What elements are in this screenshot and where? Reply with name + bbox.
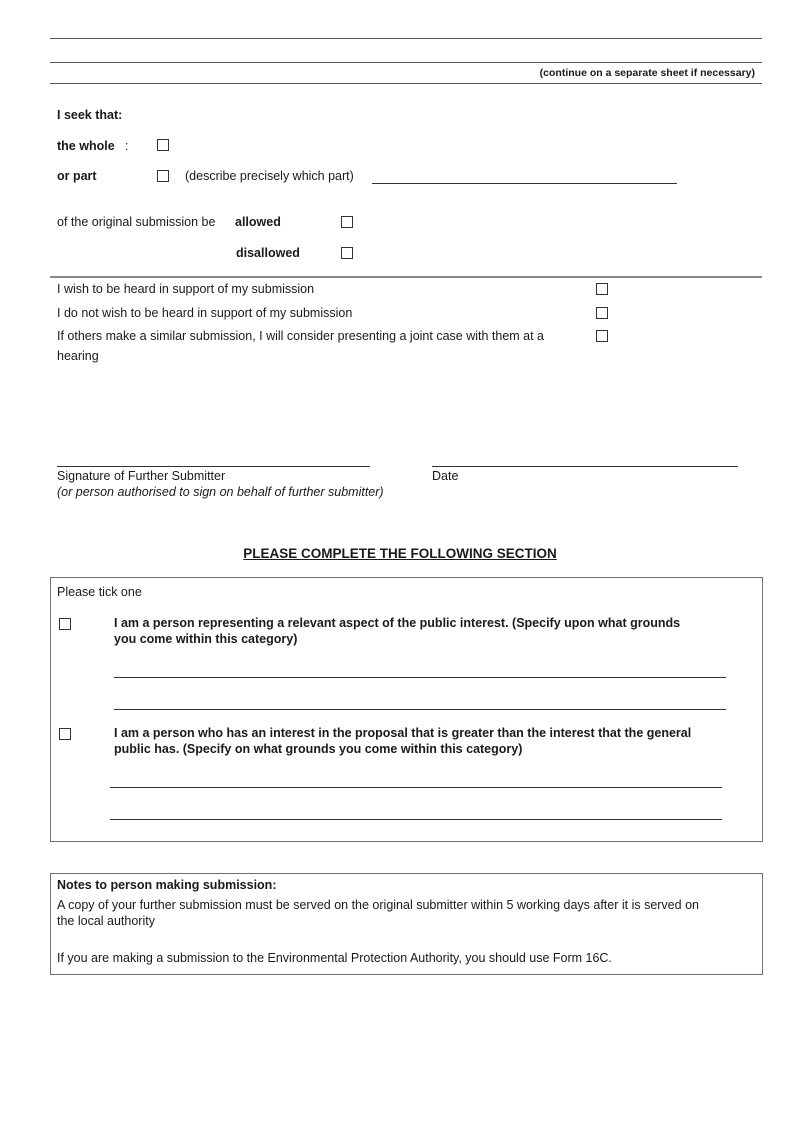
greater-interest-grounds-line-1[interactable] bbox=[110, 787, 722, 788]
signature-sublabel: (or person authorised to sign on behalf of further submitter) bbox=[57, 485, 384, 499]
public-interest-line2: you come within this category) bbox=[114, 632, 298, 646]
part-describe-label: (describe precisely which part) bbox=[185, 169, 354, 183]
writing-line-2[interactable] bbox=[50, 62, 762, 63]
hearing-option-joint-label: If others make a similar submission, I will consider presenting a joint case with them at a bbox=[57, 329, 545, 343]
part-checkbox[interactable] bbox=[157, 170, 169, 182]
seek-heading: I seek that: bbox=[57, 108, 123, 122]
tick-one-instruction: Please tick one bbox=[57, 585, 142, 599]
writing-line-3 bbox=[50, 83, 762, 84]
notes-para1-line1: A copy of your further submission must be served on the original submitter within 5 working days after it is served on bbox=[57, 898, 699, 912]
part-label: or part bbox=[57, 169, 97, 183]
hearing-joint-checkbox[interactable] bbox=[596, 330, 608, 342]
signature-field[interactable] bbox=[57, 466, 370, 467]
allowed-checkbox[interactable] bbox=[341, 216, 353, 228]
tick-one-box bbox=[50, 577, 763, 842]
disallowed-label: disallowed bbox=[236, 246, 300, 260]
whole-colon: : bbox=[125, 139, 129, 153]
hearing-option-wish-label: I wish to be heard in support of my submission bbox=[57, 282, 315, 296]
continue-note: (continue on a separate sheet if necessary) bbox=[539, 67, 755, 79]
greater-interest-checkbox[interactable] bbox=[59, 728, 71, 740]
greater-interest-line2: public has. (Specify on what grounds you come within this category) bbox=[114, 742, 523, 756]
hearing-option-not-wish-label: I do not wish to be heard in support of my submission bbox=[57, 306, 353, 320]
writing-line-1[interactable] bbox=[50, 38, 762, 39]
complete-section-heading: PLEASE COMPLETE THE FOLLOWING SECTION bbox=[243, 546, 557, 561]
public-interest-checkbox[interactable] bbox=[59, 618, 71, 630]
original-submission-prefix: of the original submission be bbox=[57, 215, 216, 229]
part-describe-field[interactable] bbox=[372, 183, 677, 184]
disallowed-checkbox[interactable] bbox=[341, 247, 353, 259]
public-interest-grounds-line-1[interactable] bbox=[114, 677, 726, 678]
whole-label: the whole bbox=[57, 139, 115, 153]
public-interest-line1: I am a person representing a relevant aspect of the public interest. (Specify upon what grounds bbox=[114, 616, 681, 630]
notes-para1-line2: the local authority bbox=[57, 914, 155, 928]
public-interest-grounds-line-2[interactable] bbox=[114, 709, 726, 710]
hearing-wish-checkbox[interactable] bbox=[596, 283, 608, 295]
hearing-not-wish-checkbox[interactable] bbox=[596, 307, 608, 319]
hearing-option-joint-continuation: hearing bbox=[57, 349, 99, 363]
greater-interest-line1: I am a person who has an interest in the proposal that is greater than the interest that the general bbox=[114, 726, 692, 740]
notes-para2: If you are making a submission to the Environmental Protection Authority, you should use Form 16C. bbox=[57, 951, 612, 965]
allowed-label: allowed bbox=[235, 215, 281, 229]
notes-box bbox=[50, 873, 763, 975]
section-divider bbox=[50, 276, 762, 278]
greater-interest-grounds-line-2[interactable] bbox=[110, 819, 722, 820]
notes-title: Notes to person making submission: bbox=[57, 878, 277, 892]
date-label: Date bbox=[432, 469, 459, 483]
signature-label: Signature of Further Submitter bbox=[57, 469, 226, 483]
whole-checkbox[interactable] bbox=[157, 139, 169, 151]
date-field[interactable] bbox=[432, 466, 738, 467]
